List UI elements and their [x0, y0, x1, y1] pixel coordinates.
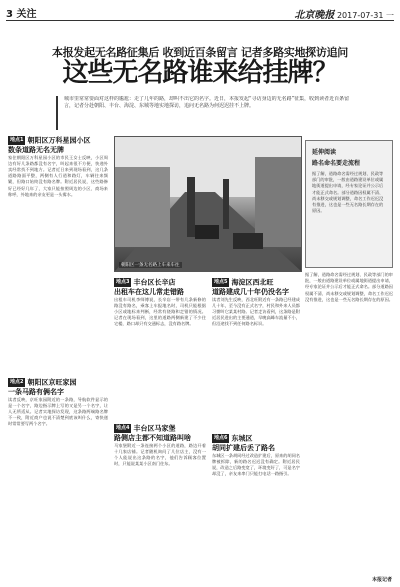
right-column-text — [305, 272, 393, 572]
section-title: 道路建成几十年仍没名字 — [212, 287, 289, 296]
section-tag: 地点3 — [116, 279, 130, 285]
section-location: 丰台区长辛店 — [133, 278, 176, 287]
left-column-bottom — [8, 378, 108, 578]
left-column-top — [8, 136, 108, 372]
section-body: 出租车司机李师傅说，长辛店一带有几条新修的路没有路名，乘客上车报地名时，司机只能根据小区或地标来判断，经常有绕路和走错的情况。记者在现场看到，这里的道路两侧新建了不少住宅楼，路口却只有交通标志，没有路名牌。 — [114, 296, 206, 327]
article-photo — [114, 136, 302, 272]
section-label — [6, 5, 36, 20]
section-tag: 地点6 — [214, 435, 228, 441]
section-title: 一条马路有俩名字 — [8, 387, 64, 396]
section-tag: 地点5 — [214, 279, 228, 285]
section-tag: 地点2 — [10, 379, 24, 385]
photo-caption: 朝阳区一条无名路上车来车往 — [121, 263, 180, 268]
section-body: 读者反映，京旺家园附近的一条路，导航软件显示的是一个名字，路边指示牌上写的又是另一个名字，让人无所适从。记者实地探访发现，这条路两端路名牌不一致，附近商户也说不清楚到底该叫什么，寄快递时常常要写两个名字。 — [8, 396, 108, 427]
section-body: 家住朝阳区万科星园小区的市民王女士反映，小区周边有好几条路都没有名字，叫起来很不方便，快递外卖经常找不到地方。记者近日来到现场看到，这几条道路路面平整，两侧有人行道和路灯，车辆往来频繁，但路口始终没有路名牌。附近居民说，这些路修好已经好几年了，大家只能按照周边的小区、商场来称呼，外地来的亲友更是一头雾水。 — [8, 154, 108, 197]
sidebar-body: 据了解，道路命名需经过规划、民政等部门的审批，一般由道路建设单位或属地街道提出申请，经专家论证并公示后才能正式命名。部分道路因权属不清、尚未移交或规划调整，命名工作迟迟没有推进，这也是一些无名路长期存在的原因。 — [312, 171, 384, 214]
section-body: 东城区一条胡同经过改造扩建后，原来的胡同名牌被拆除，新的路名迟迟没有确定。附近居民说，改造之后路变宽了，环境变好了，可是名字却没了，亲友来串门只能打电话一路指引。 — [212, 452, 300, 477]
section-body: 马家堡附近一条连接两个小区的道路，路边开着十几家店铺。记者随机询问了几位店主，没有一个人能说出这条路的名字，他们告诉顾客位置时，只能说某某小区南门往东。 — [114, 442, 206, 467]
section-tag: 地点4 — [116, 425, 130, 431]
street-scene-illustration — [115, 137, 301, 271]
masthead-right — [294, 6, 394, 21]
section-title: 数条道路无名无牌 — [8, 145, 64, 154]
section-title: 路侧店主都不知道路叫啥 — [114, 433, 191, 442]
section-location: 海淀区西北旺 — [231, 278, 274, 287]
newspaper-brand: 北京晚报 — [294, 10, 335, 21]
continuation-body: 据了解，道路命名需经过规划、民政等部门的审批，一般由道路建设单位或属地街道提出申请，经专家论证并公示后才能正式命名。部分道路因权属不清、尚未移交或规划调整，命名工作迟迟没有推进，这也是一些无名路长期存在的原因。 — [305, 272, 393, 302]
section-title: 出租车在这儿常走错路 — [114, 287, 184, 296]
reporter-byline: 本报记者 — [371, 577, 392, 583]
issue-weekday: 一 — [386, 11, 394, 20]
section-number: 3 — [6, 9, 13, 20]
right-middle-column-top — [212, 278, 300, 428]
middle-column-top — [114, 278, 206, 418]
section-name: 关注 — [16, 9, 37, 20]
section-tag: 地点1 — [10, 137, 24, 143]
section-location: 东城区 — [231, 434, 253, 443]
middle-column-bottom — [114, 424, 206, 578]
masthead — [6, 4, 394, 21]
sidebar-box — [305, 140, 393, 268]
section-location: 朝阳区万科星园小区 — [27, 136, 91, 145]
article-subhead: 本报发起无名路征集后 收到近百条留言 记者多路实地探访追问 — [52, 46, 348, 59]
right-middle-column-bottom — [212, 434, 300, 578]
article-intro: 城市里常常要面对这样的尴尬：走了几年的路，却叫不出它的名字。近日，本报发起“寻访身边的无名路”征集，收到读者近百条留言，记者分赴朝阳、丰台、海淀、东城等地实地探访，追问无名路为何迟迟挂不上牌。 — [56, 96, 358, 130]
issue-date: 2017-07-31 — [336, 11, 384, 20]
section-location: 丰台区马家堡 — [133, 424, 176, 433]
sidebar-title: 延伸阅读 — [312, 149, 337, 156]
sidebar-subtitle: 路名命名要走流程 — [312, 160, 361, 167]
section-title: 胡同扩建后丢了路名 — [212, 443, 275, 452]
section-location: 朝阳区京旺家园 — [27, 378, 77, 387]
section-body: 读者刘先生反映，西北旺附近有一条路已经建成几十年，至今没有正式名字，村民和外来人员都习惯叫它某某村路。记者走访看到，这条路是附近居民进出的主要通道，早晚高峰车流量不小，但沿途找不到任何路名标识。 — [212, 296, 300, 327]
article-headline: 这些无名路谁来给挂牌？ — [62, 58, 338, 88]
